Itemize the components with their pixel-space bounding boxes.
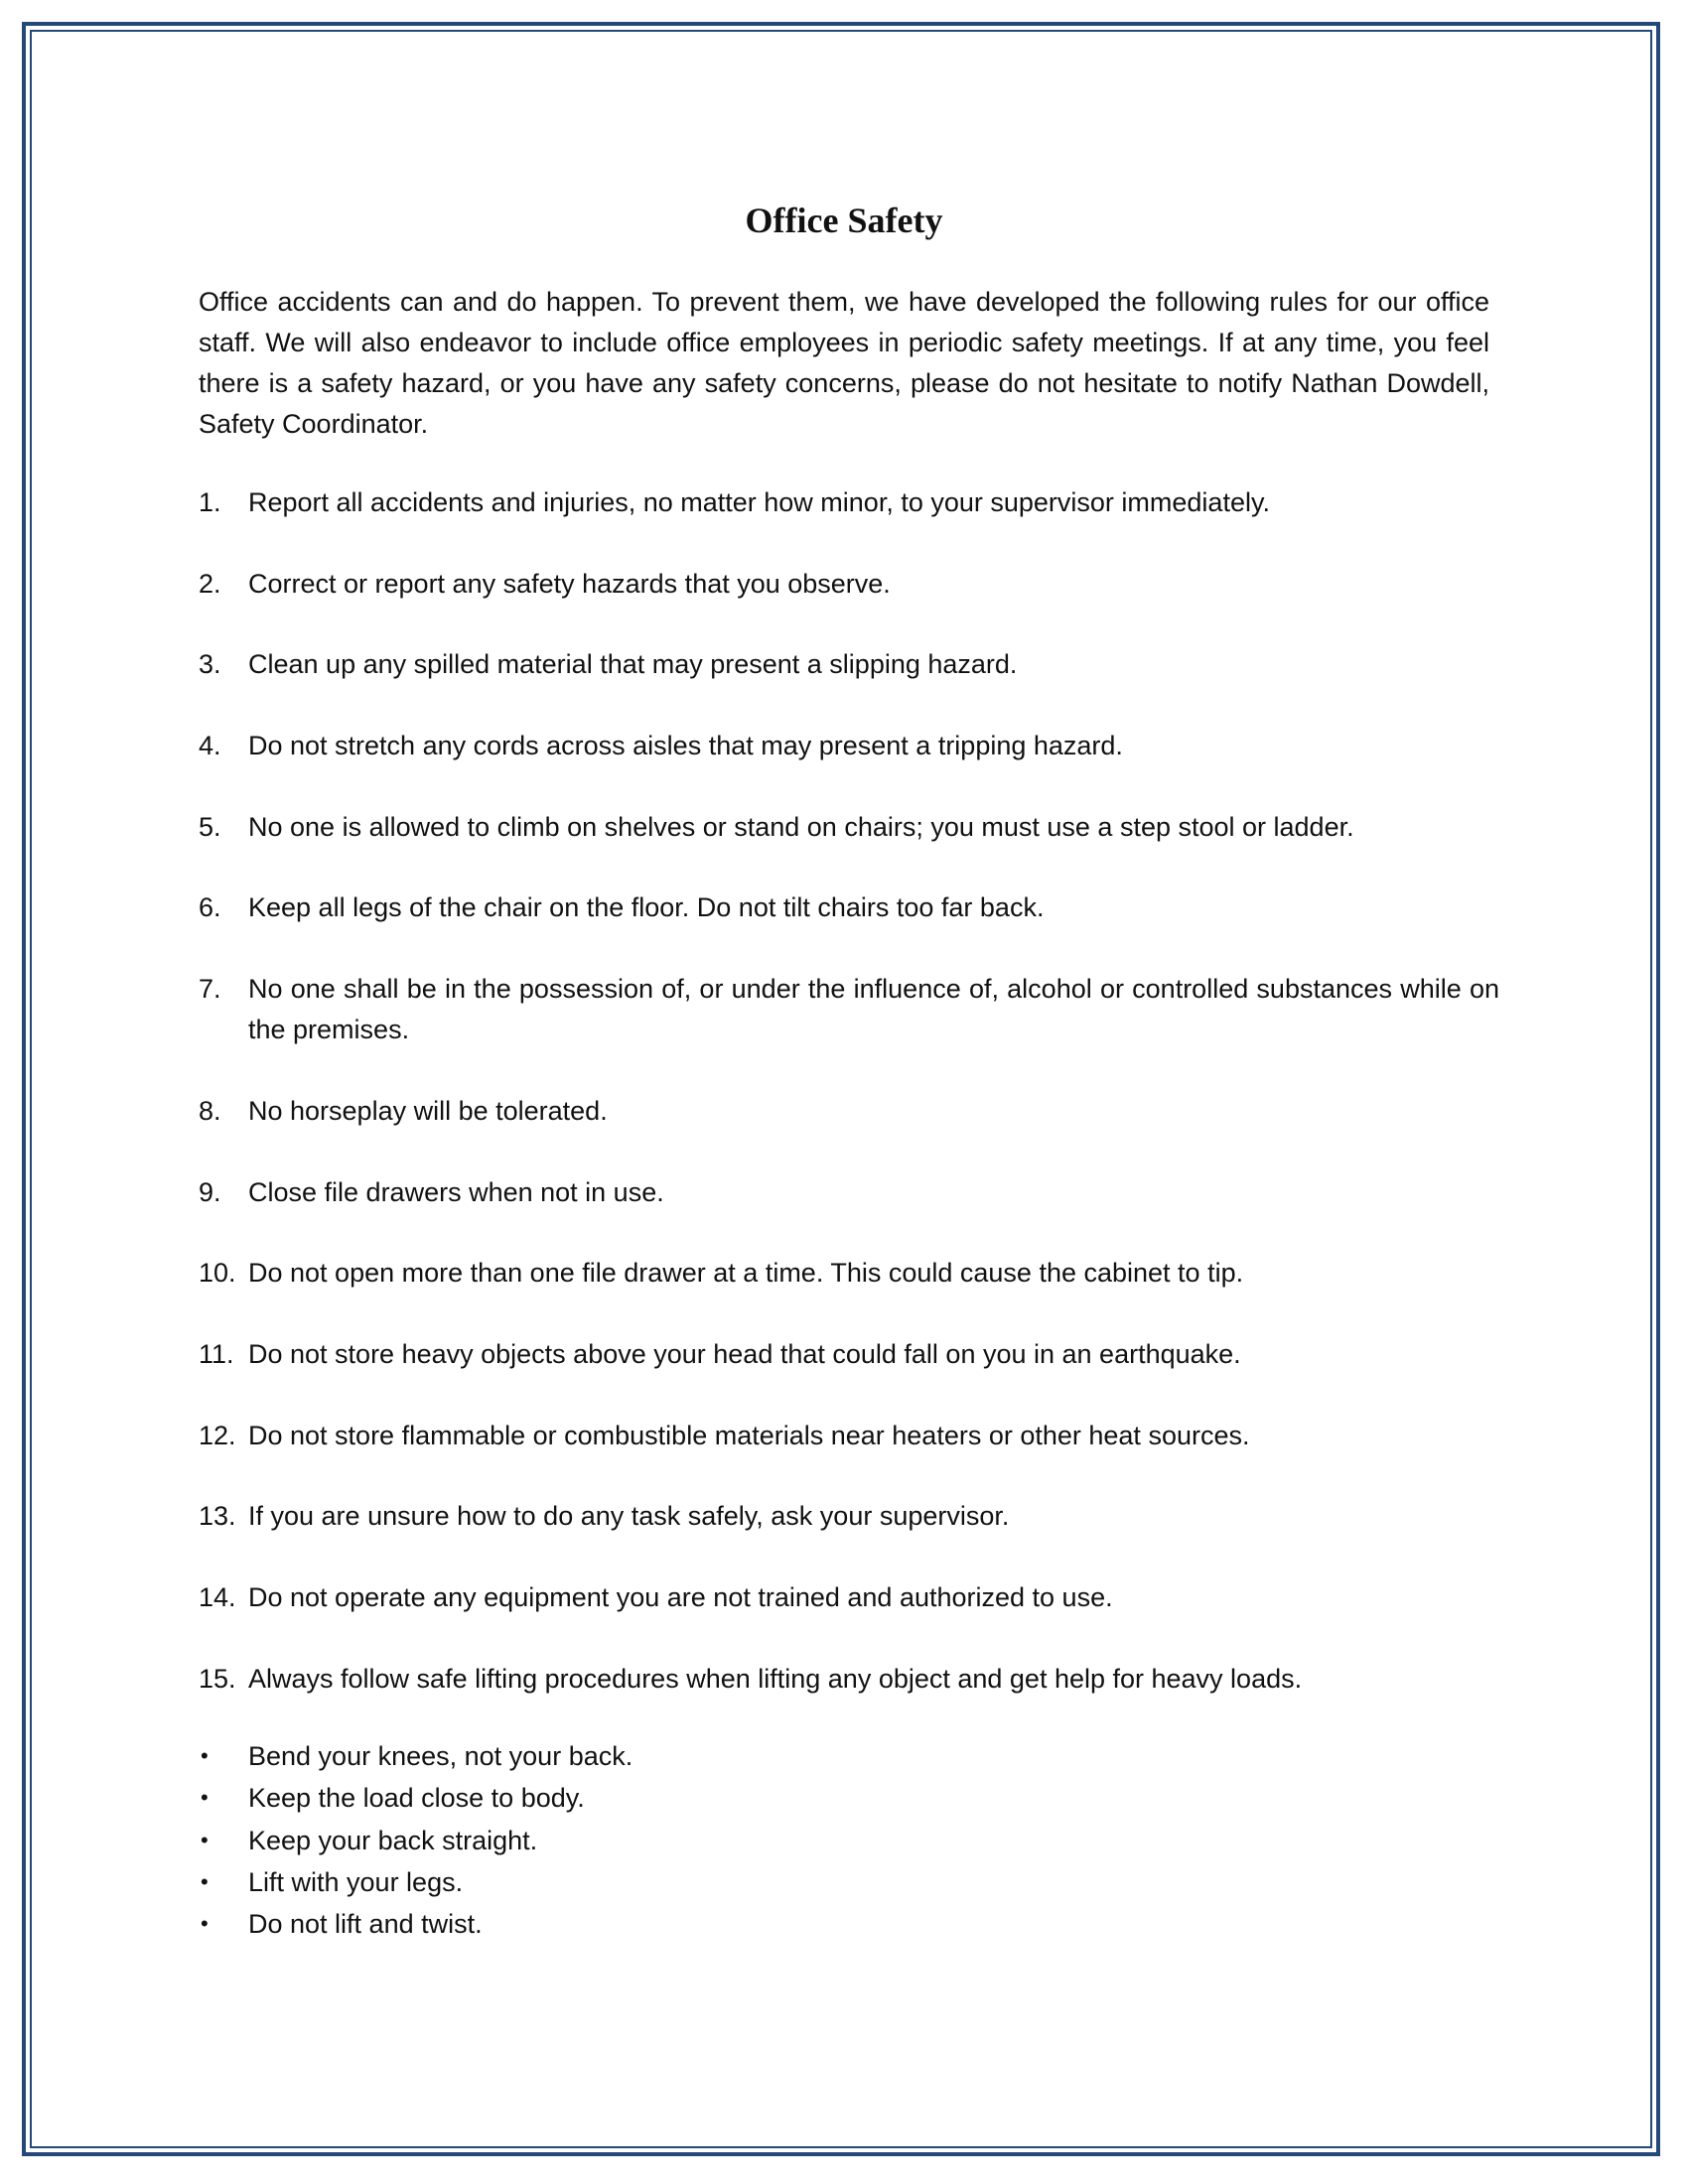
page-title: Office Safety: [745, 201, 943, 240]
lifting-tip-item: [199, 1777, 1390, 1819]
safety-rules-list: [199, 482, 1499, 1739]
rule-text: Always follow safe lifting procedures when lifting any object and get help for heavy loads.: [248, 1663, 1303, 1694]
rule-item: [199, 482, 1499, 523]
lifting-tip-text: Keep your back straight.: [248, 1825, 538, 1855]
rule-number: 11.: [199, 1338, 234, 1369]
bullet-icon: •: [201, 1743, 209, 1768]
rule-number: 3.: [199, 649, 221, 680]
lifting-tips-list: [199, 1735, 1390, 1945]
rule-number: 15.: [199, 1663, 236, 1694]
rule-number: 8.: [199, 1095, 221, 1126]
lifting-tip-item: [199, 1820, 1390, 1861]
rule-number: 6.: [199, 892, 221, 923]
rule-item: [199, 1577, 1499, 1618]
lifting-tip-item: [199, 1735, 1390, 1777]
rule-text: No horseplay will be tolerated.: [248, 1095, 608, 1126]
rule-number: 10.: [199, 1258, 236, 1289]
bullet-icon: •: [201, 1868, 209, 1894]
rule-number: 4.: [199, 731, 221, 761]
rule-item: [199, 1334, 1499, 1375]
rule-item: [199, 1659, 1499, 1700]
lifting-tip-item: [199, 1861, 1390, 1903]
rule-item: [199, 807, 1499, 848]
rule-number: 12.: [199, 1420, 236, 1450]
rule-text: Do not stretch any cords across aisles that may present a tripping hazard.: [248, 731, 1123, 761]
rule-item: [199, 726, 1499, 766]
rule-text: Do not operate any equipment you are not trained and authorized to use.: [248, 1581, 1113, 1612]
rule-item: [199, 564, 1499, 605]
lifting-tip-text: Do not lift and twist.: [248, 1909, 483, 1940]
rule-text: No one shall be in the possession of, or under the influence of, alcohol or controlled substances while on the premises.: [248, 974, 1499, 1045]
rule-number: 14.: [199, 1581, 236, 1612]
bullet-icon: •: [201, 1827, 209, 1852]
rule-text: Close file drawers when not in use.: [248, 1176, 664, 1207]
rule-number: 9.: [199, 1176, 221, 1207]
rule-item: [199, 644, 1499, 685]
rule-item: [199, 1091, 1499, 1132]
lifting-tip-item: [199, 1903, 1390, 1945]
rule-number: 1.: [199, 487, 221, 517]
rule-text: Keep all legs of the chair on the floor. Do not tilt chairs too far back.: [248, 892, 1045, 923]
rule-text: If you are unsure how to do any task safely, ask your supervisor.: [248, 1501, 1010, 1532]
rule-number: 5.: [199, 811, 221, 842]
rule-number: 7.: [199, 974, 221, 1005]
intro-paragraph: Office accidents can and do happen. To prevent them, we have developed the following rules for our office staff. We will also endeavor to include office employees in periodic safety meetings. If at any time, you feel there is a safety hazard, or you have any safety concerns, please do not hesitate to notify Nathan Dowdell, Safety Coordinator.: [199, 287, 1489, 439]
rule-text: Correct or report any safety hazards that you observe.: [248, 568, 891, 599]
lifting-tip-text: Lift with your legs.: [248, 1866, 464, 1897]
lifting-tip-text: Keep the load close to body.: [248, 1783, 585, 1814]
rule-text: Report all accidents and injuries, no matter how minor, to your supervisor immediately.: [248, 487, 1270, 517]
rule-item: [199, 1416, 1499, 1456]
rule-text: Clean up any spilled material that may present a slipping hazard.: [248, 649, 1018, 680]
rule-item: [199, 1172, 1499, 1213]
rule-number: 13.: [199, 1501, 236, 1532]
rule-text: Do not store heavy objects above your head that could fall on you in an earthquake.: [248, 1338, 1241, 1369]
rule-item: [199, 969, 1499, 1050]
rule-text: Do not store flammable or combustible materials near heaters or other heat sources.: [248, 1420, 1250, 1450]
rule-item: [199, 1253, 1499, 1294]
lifting-tip-text: Bend your knees, not your back.: [248, 1741, 633, 1771]
bullet-icon: •: [201, 1911, 209, 1937]
rule-number: 2.: [199, 568, 221, 599]
rule-text: Do not open more than one file drawer at a time. This could cause the cabinet to tip.: [248, 1258, 1244, 1289]
rule-item: [199, 887, 1499, 928]
rule-text: No one is allowed to climb on shelves or stand on chairs; you must use a step stool or ladder.: [248, 811, 1354, 842]
rule-item: [199, 1496, 1499, 1537]
bullet-icon: •: [201, 1785, 209, 1811]
